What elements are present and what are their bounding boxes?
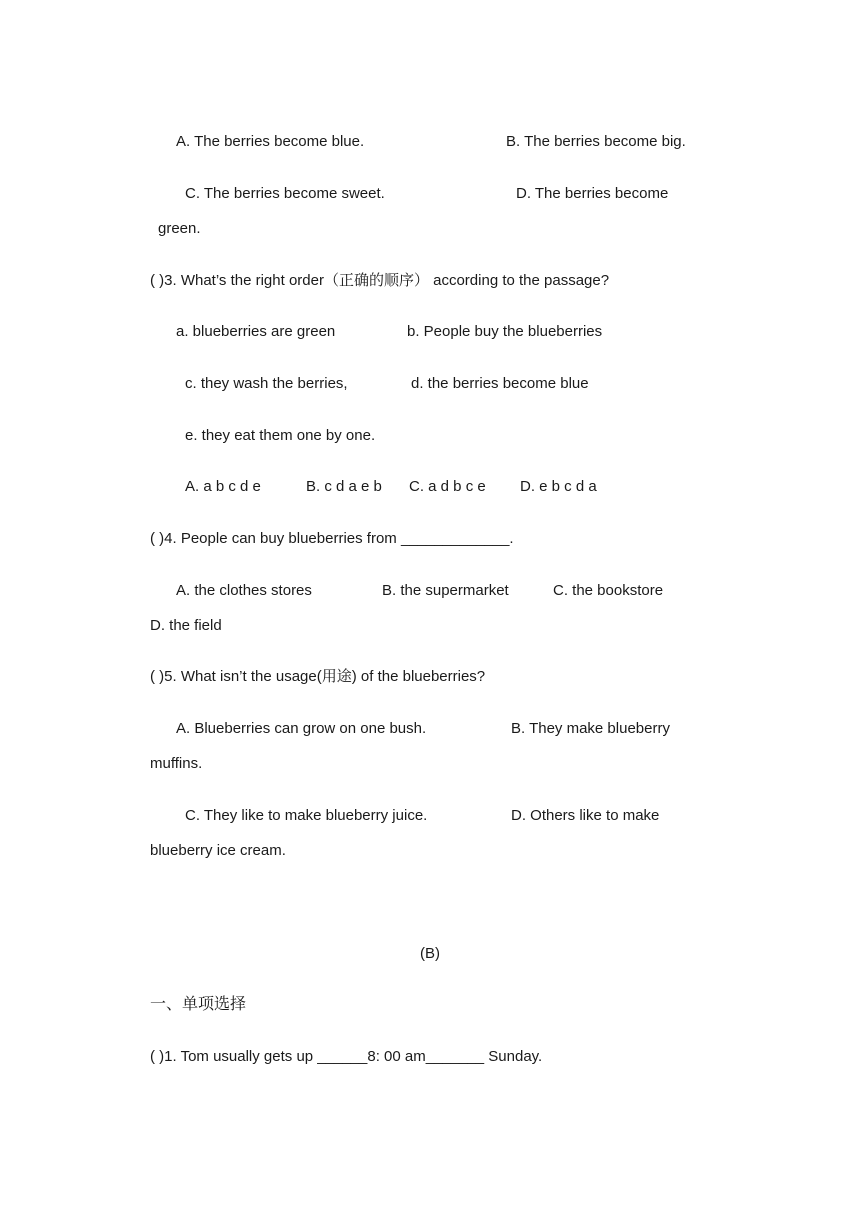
q3-option-a: A. a b c d e (185, 478, 261, 495)
q2-option-b: B. The berries become big. (506, 133, 686, 150)
q5-option-b-continued: muffins. (150, 755, 203, 772)
q3-item-c: c. they wash the berries, (185, 375, 348, 392)
q4-stem: ( )4. People can buy blueberries from _____________. (150, 530, 514, 547)
q5-option-d-continued: blueberry ice cream. (150, 842, 286, 859)
q4-option-d: D. the field (150, 617, 222, 634)
q3-stem: ( )3. What’s the right order（正确的顺序） according to the passage? (150, 272, 610, 289)
q3-item-e: e. they eat them one by one. (185, 427, 376, 444)
q5-stem: ( )5. What isn’t the usage(用途) of the blueberries? (150, 668, 486, 685)
q5-option-b: B. They make blueberry (511, 720, 670, 737)
q2-option-a: A. The berries become blue. (176, 133, 365, 150)
section-b-title: (B) (420, 945, 440, 962)
q3-item-d: d. the berries become blue (411, 375, 589, 392)
q2-option-d-continued: green. (158, 220, 201, 237)
q5-option-c: C. They like to make blueberry juice. (185, 807, 428, 824)
q4-option-a: A. the clothes stores (176, 582, 312, 599)
section-b-heading: 一、单项选择 (150, 996, 247, 1013)
q3-item-a: a. blueberries are green (176, 323, 336, 340)
q5-option-d: D. Others like to make (511, 807, 660, 824)
q3-item-b: b. People buy the blueberries (407, 323, 603, 340)
q4-option-b: B. the supermarket (382, 582, 509, 599)
section-b-q1: ( )1. Tom usually gets up ______8: 00 am_______ Sunday. (150, 1048, 543, 1065)
q5-option-a: A. Blueberries can grow on one bush. (176, 720, 427, 737)
q3-option-b: B. c d a e b (306, 478, 382, 495)
q2-option-d: D. The berries become (516, 185, 669, 202)
q3-option-d: D. e b c d a (520, 478, 597, 495)
q4-option-c: C. the bookstore (553, 582, 664, 599)
q3-option-c: C. a d b c e (409, 478, 486, 495)
q2-option-c: C. The berries become sweet. (185, 185, 385, 202)
